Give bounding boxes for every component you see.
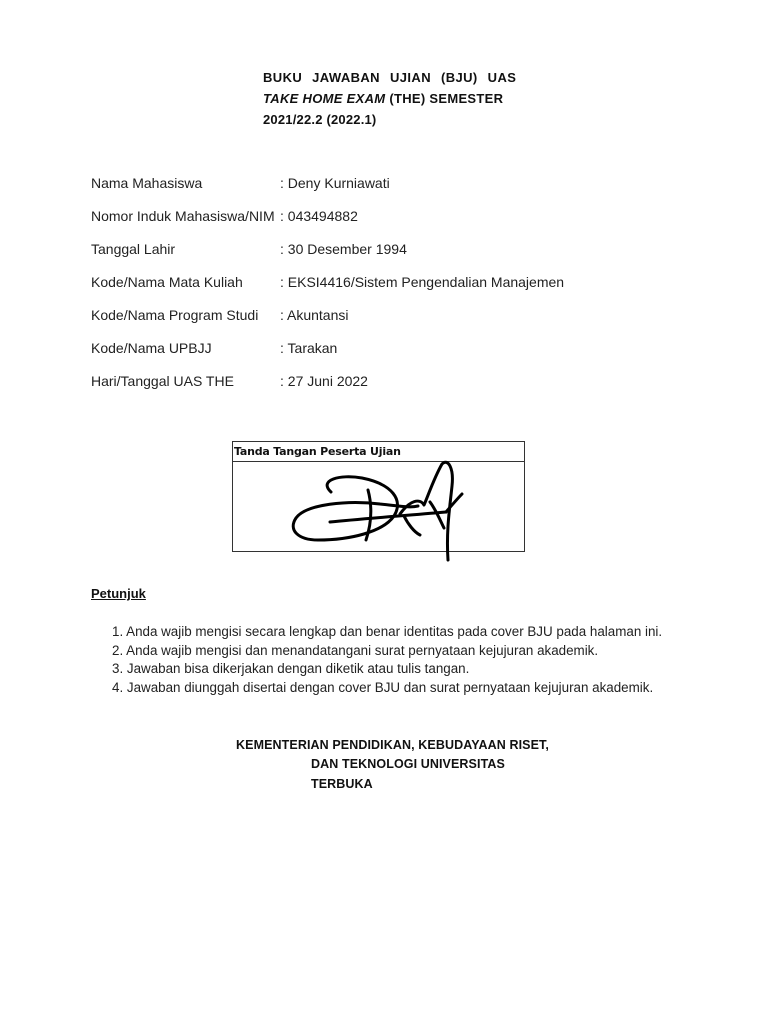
list-item: 4. Jawaban diunggah disertai dengan cover BJU dan surat pernyataan kejujuran akademik. bbox=[112, 679, 654, 695]
footer-line-3: TERBUKA bbox=[311, 777, 373, 791]
identity-value: : 27 Juni 2022 bbox=[280, 373, 368, 389]
footer-line-2: DAN TEKNOLOGI UNIVERSITAS bbox=[311, 757, 505, 771]
footer-line-1: KEMENTERIAN PENDIDIKAN, KEBUDAYAAN RISET, bbox=[236, 738, 549, 752]
identity-value: : Tarakan bbox=[280, 340, 338, 356]
identity-value: : Deny Kurniawati bbox=[280, 175, 390, 191]
title-line-3: 2021/22.2 (2022.1) bbox=[263, 112, 377, 127]
identity-value: : EKSI4416/Sistem Pengendalian Manajemen bbox=[280, 274, 565, 290]
title-line-1: BUKU JAWABAN UJIAN (BJU) UAS bbox=[263, 70, 517, 85]
identity-label: Tanggal Lahir bbox=[91, 241, 176, 257]
document-title bbox=[263, 67, 516, 130]
list-item: 1. Anda wajib mengisi secara lengkap dan benar identitas pada cover BJU pada halaman ini. bbox=[112, 624, 663, 639]
identity-label: Kode/Nama Mata Kuliah bbox=[91, 274, 243, 290]
title-italic-part: TAKE HOME EXAM bbox=[263, 91, 386, 106]
identity-value: : Akuntansi bbox=[280, 307, 349, 323]
identity-label: Nomor Induk Mahasiswa/NIM bbox=[91, 208, 275, 224]
identity-value: : 30 Desember 1994 bbox=[280, 241, 407, 257]
identity-label: Hari/Tanggal UAS THE bbox=[91, 373, 234, 389]
identity-label: Nama Mahasiswa bbox=[91, 175, 203, 191]
identity-label: Kode/Nama Program Studi bbox=[91, 307, 259, 323]
title-rest-part: (THE) SEMESTER bbox=[385, 91, 504, 106]
signature-header: Tanda Tangan Peserta Ujian bbox=[233, 442, 524, 462]
instructions-list bbox=[112, 623, 662, 697]
list-item: 3. Jawaban bisa dikerjakan dengan diketik atau tulis tangan. bbox=[112, 661, 470, 676]
list-item: 2. Anda wajib mengisi dan menandatangani surat pernyataan kejujuran akademik. bbox=[112, 642, 599, 658]
signature-box bbox=[232, 441, 525, 552]
identity-label: Kode/Nama UPBJJ bbox=[91, 340, 212, 356]
identity-value: : 043494882 bbox=[280, 208, 358, 224]
instructions-title: Petunjuk bbox=[91, 586, 146, 601]
title-line-2 bbox=[263, 88, 516, 109]
